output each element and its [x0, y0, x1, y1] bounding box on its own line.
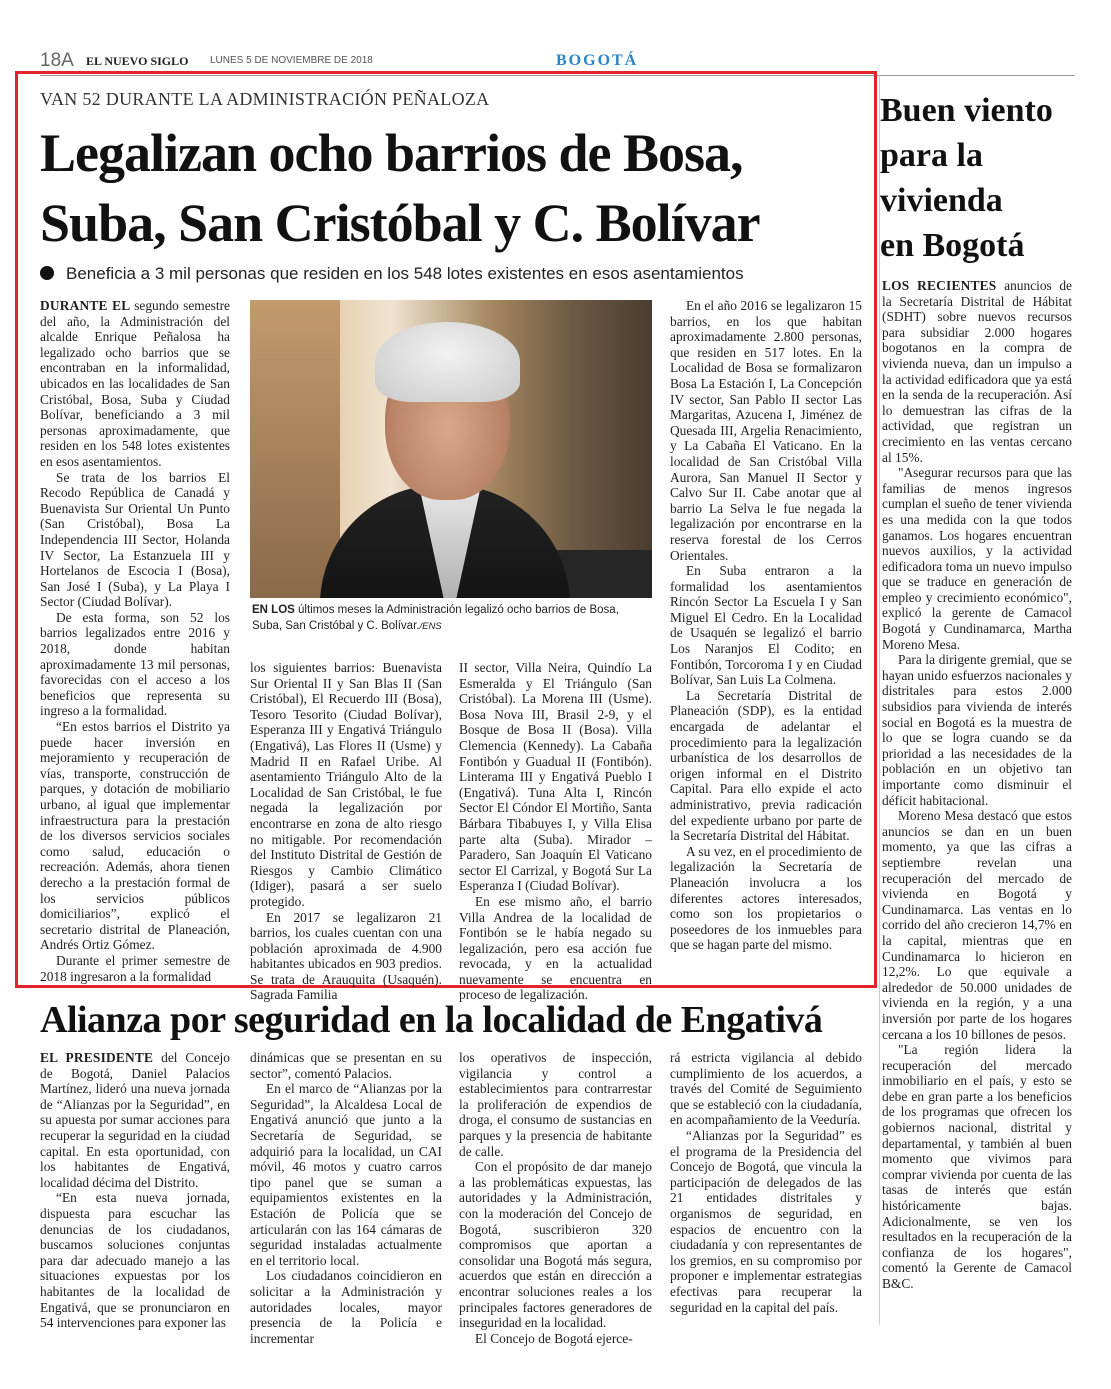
article-kicker: VAN 52 DURANTE LA ADMINISTRACIÓN PEÑALOZA: [40, 89, 490, 109]
bullet-icon: [40, 266, 54, 280]
body-paragraph: En ese mismo año, el barrio Villa Andrea de la localidad de Fontibón se le había negado su legalización, pero esa acción fue revocada, y en la actualidad nuevamente se encuentra en proceso de legalización.: [459, 893, 652, 1003]
photo-caption: EN LOS últimos meses la Administración legalizó ocho barrios de Bosa, Suba, San Cristóbal y C. Bolívar./ENS: [252, 604, 619, 632]
body-paragraph: LOS RECIENTES anuncios de la Secretaría Distrital de Hábitat (SDHT) sobre nuevos recursos para subsidiar 2.000 hogares bogotanos en la compra de vivienda nueva, dan un impulso a la actividad edificadora que ya está en la senda de la recuperación. Así lo demuestran las cifras de la actividad, que registran un crecimiento en las ventas cercano al 15%.: [882, 278, 1072, 465]
article-column-1: [40, 298, 230, 984]
photo-credit: /ENS: [419, 621, 442, 632]
article-photo: [250, 300, 652, 598]
article-column-4: [670, 298, 862, 953]
section-label: BOGOTÁ: [556, 52, 639, 69]
body-paragraph: La Secretaría Distrital de Planeación (SDP), es la entidad encargada de adelantar el procedimiento para la legalización urbanística de los desarrollos de origen informal en el Distrito Capital. Para ello expide el acto administrativo, previa radicación del expediente urbano por parte de la Secretaría Distrital del Hábitat.: [670, 687, 862, 844]
newspaper-name: EL NUEVO SIGLO: [86, 54, 189, 68]
body-paragraph: Se trata de los barrios El Recodo República de Canadá y Buenavista Sur Oriental Un Punto (San Cristóbal), Bosa La Independencia III Sector, Holanda IV Sector, La Estanzuela III y Hortelanos de Escocia I (Bosa), San José I (Suba), y La Playa I Sector (Ciudad Bolívar).: [40, 469, 230, 610]
second-article-headline: Alianza por seguridad en la localidad de Engativá: [40, 999, 823, 1041]
article-column-3: [459, 660, 652, 1003]
body-paragraph: Los ciudadanos coincidieron en solicitar a la Administración y autoridades locales, mayor presencia de la Policía e incrementar: [250, 1268, 442, 1346]
body-paragraph: II sector, Villa Neira, Quindío La Esmeralda y El Triángulo (San Cristóbal). La Morena III (Usme). Bosa Nova III, Brasil 2-9, y el Bosque de Bosa II (Bosa). Villa Clemencia (Kennedy). La Cabaña Fontibón y Guadual II (Fontibón). Linterama III y Engativá Pueblo I (Engativá). Tuna Alta I, Rincón Sector El Cóndor El Mortiño, Santa Bárbara Tibabuyes I, y Villa Elisa parte alta (Suba). Mirador – Paradero, San Joaquín El Vaticano sector El Carrizal, y Bogotá Sur La Esperanza I (Ciudad Bolívar).: [459, 660, 652, 894]
body-paragraph: “En esta nueva jornada, dispuesta para escuchar las denuncias de los ciudadanos, buscamos soluciones conjuntas para dar adecuado manejo a las situaciones expuestas por los habitantes de la localidad de Engativá, que se pronunciaron en 54 intervenciones para exponer las: [40, 1190, 230, 1331]
body-paragraph: A su vez, en el procedimiento de legalización la Secretaría de Planeación involucra a los diferentes actores interesados, como son los propietarios o poseedores de los inmuebles para que se hagan parte del mismo.: [670, 843, 862, 953]
body-paragraph: "Asegurar recursos para que las familias de menos ingresos cumplan el sueño de tener vivienda es una medida con la que todos ganamos. Los hogares encuentran nuevos auxilios, y la actividad edificadora toma un nuevo impulso que se traduce en generación de empleo y crecimiento económico", explicó la gerente de Camacol Bogotá y Cundinamarca, Martha Moreno Mesa.: [882, 465, 1072, 652]
body-paragraph: dinámicas que se presentan en su sector”, comentó Palacios.: [250, 1050, 442, 1081]
body-paragraph: “Alianzas por la Seguridad” es el programa de la Presidencia del Concejo de Bogotá, que vincula la participación de delegados de las 21 entidades distritales y organismos de seguridad, en espacios de encuentro con la ciudadanía y con representantes de los gremios, en su compromiso por proponer e implementar estrategias efectivas para recuperar la seguridad en la capital del país.: [670, 1127, 862, 1315]
body-paragraph: El Concejo de Bogotá ejerce-: [475, 1330, 633, 1346]
body-paragraph: En el marco de “Alianzas por la Seguridad”, la Alcaldesa Local de Engativá anunció que junto a la Secretaría de Seguridad, se adquirió para la localidad, un CAI móvil, 46 motos y cuatro carros tipo panel que se suman a equipamientos existentes en la Estación de Policía que se articularán con las 164 cámaras de seguridad instaladas actualmente en el territorio local.: [250, 1081, 442, 1268]
article-column-2: [250, 660, 442, 1003]
subhead-text: Beneficia a 3 mil personas que residen en los 548 lotes existentes en esos asentamientos: [66, 264, 744, 283]
body-paragraph: DURANTE EL segundo semestre del año, la Administración del alcalde Enrique Peñalosa ha legalizado ocho barrios que se encontraban en la informalidad, ubicados en las localidades de San Cristóbal, Bosa, Suba y Ciudad Bolívar, beneficiando a 3 mil personas aproximadamente, que residen en los 548 lotes existentes en esos asentamientos.: [40, 298, 231, 469]
second-article-column-2: [250, 1050, 442, 1346]
article-subhead: [40, 264, 744, 284]
article-headline: [40, 118, 850, 258]
body-paragraph: En el año 2016 se legalizaron 15 barrios, en los que habitan aproximadamente 2.800 personas, que residen en 517 lotes. En la Localidad de Bosa se formalizaron Bosa La Estación I, La Concepción IV sector, San Pablo II sector Las Margaritas, Azucena I, Jiménez de Quesada III, Argelia Renacimiento, y La Cabaña El Vaticano. En la localidad de San Cristóbal Villa Aurora, San Manuel II Sector y Calvo Sur II. Cabe anotar que al barrio La Selva le fue negada la legalización por encontrarse en la reserva forestal de los Cerros Orientales.: [670, 298, 862, 563]
body-paragraph: Con el propósito de dar manejo a las problemáticas expuestas, las autoridades y la Administración, con la moderación del Concejo de Bogotá, suscribieron 320 compromisos que aportan a consolidar una Bogotá más segura, acuerdos que están en dirección a encontrar soluciones reales a los principales factores generadores de inseguridad en la localidad.: [459, 1159, 652, 1331]
second-article-column-1: [40, 1050, 230, 1331]
headline-line-2: Suba, San Cristóbal y C. Bolívar: [40, 193, 760, 253]
sidebar-body: [882, 278, 1072, 1292]
lead-in: EL PRESIDENTE: [40, 1050, 154, 1065]
second-article-column-4: [670, 1050, 862, 1315]
body-paragraph: En 2017 se legalizaron 21 barrios, los cuales cuentan con una población aproximada de 4.900 habitantes ubicados en 903 predios. Se trata de Arauquita (Usaquén). Sagrada Familia: [250, 909, 442, 1003]
body-paragraph: EL PRESIDENTE del Concejo de Bogotá, Daniel Palacios Martínez, lideró una nueva jornada de “Alianzas por la Seguridad”, en su apuesta por sumar acciones para recuperar la seguridad en la ciudad capital. En esta oportunidad, con los habitantes de Engativá, localidad décima del Distrito.: [40, 1050, 230, 1190]
body-paragraph: los operativos de inspección, vigilancia y control a establecimientos para contrarrestar la proliferación de expendios de droga, el consumo de sustancias en parques y la presencia de habitante de calle.: [459, 1050, 652, 1159]
body-paragraph: Moreno Mesa destacó que estos anuncios se dan en un buen momento, ya que las cifras a septiembre revelan una recuperación del mercado de vivienda en Bogotá y Cundinamarca. Las ventas en lo corrido del año crecieron 14,7% en la capital, mientras que en Cundinamarca lo hicieron en 12,2%. Lo que equivale a alrededor de 50.000 unidades de vivienda en la región, y a una inversión por parte de los hogares cercana a los 10 billones de pesos.: [882, 808, 1072, 1042]
lead-in: DURANTE EL: [40, 298, 130, 313]
caption-lead-in: EN LOS: [252, 604, 295, 616]
lead-in: LOS RECIENTES: [882, 278, 997, 293]
body-paragraph: En Suba entraron a la formalidad los asentamientos Rincón Sector La Escuela I y San Miguel El Cedro. En la Localidad de Usaquén se legalizó el barrio Los Naranjos El Codito; en Fontibón, Torcoroma I y en Ciudad Bolívar, San Luis La Colmena.: [670, 563, 862, 688]
body-paragraph: “En estos barrios el Distrito ya puede hacer inversión en mejoramiento y recuperación de vías, transporte, construcción de parques, y dotación de mobiliario urbano, al igual que implementar infraestructura para la prestación de los diversos servicios sociales como salud, educación o recreación. Además, ahora tienen derecho a la prestación formal de los servicios públicos domiciliarios”, explicó el secretario distrital de Planeación, Andrés Ortiz Gómez.: [40, 719, 230, 953]
second-article-column-3: [459, 1050, 652, 1346]
body-paragraph: rá estricta vigilancia al debido cumplimiento de los acuerdos, a través del Comité de Seguimiento que se estableció con la ciudadanía, en acompañamiento de la Veeduría.: [670, 1050, 862, 1128]
body-paragraph: Para la dirigente gremial, que se hayan unido esfuerzos nacionales y distritales para estos 2.000 subsidios para vivienda de interés social en Bogotá es la muestra de lo que se logra cuando se da prioridad a las necesidades de la población en un objetivo tan importante como disminuir el déficit habitacional.: [882, 652, 1072, 808]
body-paragraph: "La región lidera la recuperación del mercado inmobiliario en el país, y esto se debe en gran parte a los beneficios de los programas que ofrecen los gobiernos nacional, distrital y departamental, y también al buen momento que vivimos para comprar vivienda por cuenta de las tasas de interés que están históricamente bajas. Adicionalmente, se ven los resultados en la recuperación de la confianza de los hogares", comentó la Gerente de Camacol B&C.: [882, 1042, 1072, 1291]
issue-date: LUNES 5 DE NOVIEMBRE DE 2018: [210, 55, 373, 66]
body-paragraph: los siguientes barrios: Buenavista Sur Oriental II y San Blas II (San Cristóbal), El Recuerdo III (Bosa), Tesoro Tesorito (Ciudad Bolívar), Esperanza III y Engativá Triángulo (Engativá), Las Flores II (Usme) y Madrid II en Rafael Uribe. Al asentamiento Triángulo Alto de la Localidad de San Cristóbal, le fue negada la legalización por encontrarse en zona de alto riesgo no mitigable. Por recomendación del Instituto Distrital de Gestión de Riesgos y Cambio Climático (Idiger), pasará a ser suelo protegido.: [250, 660, 442, 909]
body-paragraph: De esta forma, son 52 los barrios legalizados entre 2016 y 2018, donde habitan aproximadamente 13 mil personas, favorecidas con el acceso a los beneficios que representa su ingreso a la formalidad.: [40, 609, 230, 719]
body-paragraph: Durante el primer semestre de 2018 ingresaron a la formalidad: [40, 952, 230, 984]
headline-line-1: Legalizan ocho barrios de Bosa,: [40, 123, 743, 183]
sidebar-headline: Buen viento para la vivienda en Bogotá: [880, 92, 1053, 264]
page-number: 18A: [40, 50, 74, 71]
